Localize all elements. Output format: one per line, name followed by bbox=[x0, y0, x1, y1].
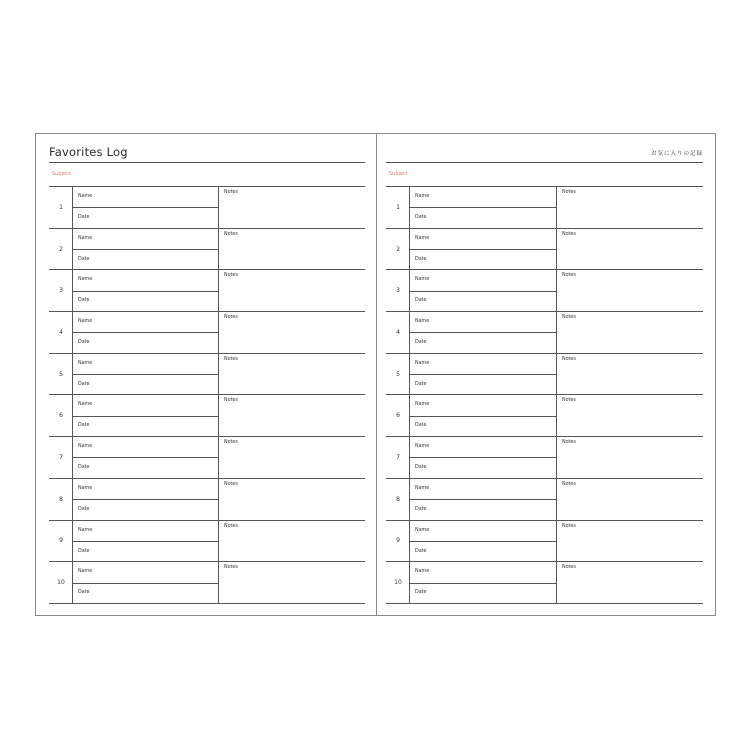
entry-number: 5 bbox=[396, 370, 400, 378]
entry-number: 4 bbox=[396, 328, 400, 336]
entry-row bbox=[49, 437, 365, 479]
date-label: Date bbox=[78, 423, 90, 429]
cell-divider bbox=[410, 541, 556, 542]
name-label: Name bbox=[415, 527, 430, 533]
notes-label: Notes bbox=[562, 481, 576, 487]
date-label: Date bbox=[78, 215, 90, 220]
date-label: Date bbox=[415, 298, 427, 304]
name-date-cell bbox=[409, 312, 557, 353]
entry-row bbox=[49, 395, 365, 437]
entry-row bbox=[49, 270, 365, 312]
name-label: Name bbox=[78, 360, 93, 366]
cell-divider bbox=[73, 291, 218, 292]
cell-divider bbox=[410, 249, 556, 250]
date-label: Date bbox=[78, 590, 90, 596]
entry-row bbox=[49, 187, 365, 229]
name-label: Name bbox=[415, 235, 430, 241]
notes-label: Notes bbox=[562, 565, 576, 571]
date-label: Date bbox=[415, 423, 427, 429]
notes-label: Notes bbox=[224, 231, 238, 237]
name-date-cell bbox=[72, 437, 219, 478]
entry-row bbox=[49, 354, 365, 396]
name-date-cell bbox=[72, 354, 219, 395]
name-date-cell bbox=[72, 187, 219, 228]
entry-number: 7 bbox=[59, 453, 63, 461]
entry-number: 3 bbox=[396, 287, 400, 295]
cell-divider bbox=[73, 541, 218, 542]
entry-row bbox=[386, 187, 703, 229]
notebook-spread bbox=[35, 133, 716, 616]
entry-number: 9 bbox=[396, 537, 400, 545]
subject-label: Subject bbox=[52, 171, 71, 177]
name-label: Name bbox=[78, 444, 93, 450]
cell-divider bbox=[410, 332, 556, 333]
notes-label: Notes bbox=[224, 440, 238, 446]
name-label: Name bbox=[415, 402, 430, 408]
entry-row bbox=[386, 479, 703, 521]
notes-label: Notes bbox=[224, 481, 238, 487]
cell-divider bbox=[410, 457, 556, 458]
notes-label: Notes bbox=[562, 231, 576, 237]
notes-label: Notes bbox=[562, 190, 576, 195]
date-label: Date bbox=[415, 381, 427, 387]
right-page bbox=[386, 134, 703, 615]
name-label: Name bbox=[415, 444, 430, 450]
name-date-cell bbox=[409, 229, 557, 270]
entry-row bbox=[386, 312, 703, 354]
name-date-cell bbox=[409, 521, 557, 562]
name-label: Name bbox=[415, 194, 430, 199]
name-label: Name bbox=[78, 277, 93, 283]
entry-list bbox=[386, 186, 703, 604]
notes-label: Notes bbox=[562, 315, 576, 321]
name-date-cell bbox=[409, 562, 557, 603]
name-date-cell bbox=[72, 521, 219, 562]
entry-number: 1 bbox=[59, 203, 63, 211]
name-label: Name bbox=[78, 319, 93, 325]
cell-divider bbox=[410, 583, 556, 584]
cell-divider bbox=[410, 374, 556, 375]
name-date-cell bbox=[409, 437, 557, 478]
name-label: Name bbox=[78, 527, 93, 533]
name-label: Name bbox=[78, 485, 93, 491]
date-label: Date bbox=[78, 381, 90, 387]
entry-row bbox=[49, 521, 365, 563]
cell-divider bbox=[410, 416, 556, 417]
entry-number: 6 bbox=[59, 412, 63, 420]
name-date-cell bbox=[72, 270, 219, 311]
date-label: Date bbox=[415, 215, 427, 220]
date-label: Date bbox=[78, 256, 90, 262]
name-date-cell bbox=[409, 395, 557, 436]
date-label: Date bbox=[78, 340, 90, 346]
notes-label: Notes bbox=[562, 273, 576, 279]
cell-divider bbox=[73, 207, 218, 208]
date-label: Date bbox=[415, 590, 427, 596]
cell-divider bbox=[73, 332, 218, 333]
entry-number: 1 bbox=[396, 203, 400, 211]
cell-divider bbox=[410, 207, 556, 208]
subject-label: Subject bbox=[389, 171, 408, 177]
title-rule bbox=[386, 162, 703, 163]
entry-row bbox=[386, 437, 703, 479]
entry-row bbox=[386, 270, 703, 312]
entry-number: 10 bbox=[394, 579, 402, 587]
entry-row bbox=[49, 312, 365, 354]
name-date-cell bbox=[72, 562, 219, 603]
notes-label: Notes bbox=[224, 565, 238, 571]
cell-divider bbox=[410, 499, 556, 500]
notes-label: Notes bbox=[562, 356, 576, 362]
cell-divider bbox=[73, 499, 218, 500]
notes-label: Notes bbox=[224, 356, 238, 362]
entry-row bbox=[49, 479, 365, 521]
notes-label: Notes bbox=[224, 398, 238, 404]
title-rule bbox=[49, 162, 365, 163]
entry-row bbox=[386, 354, 703, 396]
entry-row bbox=[386, 229, 703, 271]
entry-number: 5 bbox=[59, 370, 63, 378]
date-label: Date bbox=[415, 256, 427, 262]
notes-label: Notes bbox=[562, 440, 576, 446]
notes-label: Notes bbox=[224, 523, 238, 529]
name-date-cell bbox=[72, 479, 219, 520]
cell-divider bbox=[73, 374, 218, 375]
entry-row bbox=[49, 562, 365, 604]
name-date-cell bbox=[72, 312, 219, 353]
name-label: Name bbox=[415, 485, 430, 491]
name-label: Name bbox=[78, 194, 93, 199]
date-label: Date bbox=[415, 465, 427, 471]
date-label: Date bbox=[415, 506, 427, 512]
entry-number: 7 bbox=[396, 453, 400, 461]
entry-row bbox=[386, 562, 703, 604]
date-label: Date bbox=[78, 506, 90, 512]
name-date-cell bbox=[409, 270, 557, 311]
page-title: Favorites Log bbox=[49, 145, 128, 159]
notes-label: Notes bbox=[224, 315, 238, 321]
entry-number: 2 bbox=[396, 245, 400, 253]
date-label: Date bbox=[78, 298, 90, 304]
name-date-cell bbox=[409, 187, 557, 228]
cell-divider bbox=[73, 583, 218, 584]
cell-divider bbox=[73, 249, 218, 250]
name-date-cell bbox=[72, 229, 219, 270]
name-date-cell bbox=[409, 479, 557, 520]
entry-number: 8 bbox=[396, 495, 400, 503]
name-label: Name bbox=[415, 319, 430, 325]
date-label: Date bbox=[78, 465, 90, 471]
entry-list bbox=[49, 186, 365, 604]
page-fold bbox=[376, 134, 377, 615]
page-title-jp: お気に入りの記録 bbox=[650, 151, 703, 157]
date-label: Date bbox=[415, 340, 427, 346]
left-page bbox=[49, 134, 365, 615]
entry-number: 9 bbox=[59, 537, 63, 545]
cell-divider bbox=[73, 416, 218, 417]
entry-row bbox=[386, 395, 703, 437]
entry-number: 8 bbox=[59, 495, 63, 503]
name-date-cell bbox=[72, 395, 219, 436]
entry-number: 4 bbox=[59, 328, 63, 336]
date-label: Date bbox=[78, 548, 90, 554]
name-date-cell bbox=[409, 354, 557, 395]
entry-row bbox=[386, 521, 703, 563]
entry-row bbox=[49, 229, 365, 271]
entry-number: 2 bbox=[59, 245, 63, 253]
entry-number: 10 bbox=[57, 579, 65, 587]
notes-label: Notes bbox=[562, 398, 576, 404]
entry-number: 6 bbox=[396, 412, 400, 420]
notes-label: Notes bbox=[224, 273, 238, 279]
notes-label: Notes bbox=[562, 523, 576, 529]
cell-divider bbox=[73, 457, 218, 458]
name-label: Name bbox=[415, 569, 430, 575]
name-label: Name bbox=[78, 569, 93, 575]
notes-label: Notes bbox=[224, 190, 238, 195]
name-label: Name bbox=[78, 402, 93, 408]
entry-number: 3 bbox=[59, 287, 63, 295]
name-label: Name bbox=[78, 235, 93, 241]
cell-divider bbox=[410, 291, 556, 292]
name-label: Name bbox=[415, 360, 430, 366]
date-label: Date bbox=[415, 548, 427, 554]
name-label: Name bbox=[415, 277, 430, 283]
